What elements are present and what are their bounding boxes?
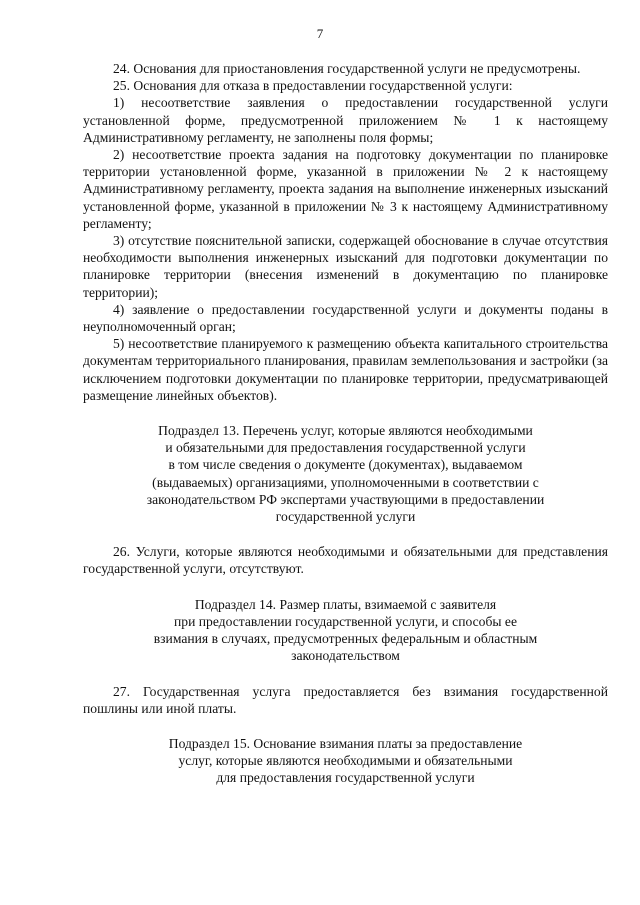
document-body (83, 60, 608, 787)
list-item-3: 3) отсутствие пояснительной записки, содержащей обоснование в случае отсутствия необходимости выполнения инженерных изысканий для подготовки документации по планировке территории (внесения изменений в документацию по планировке территории); (83, 233, 608, 300)
heading-line: Подраздел 13. Перечень услуг, которые являются необходимыми (158, 423, 533, 439)
heading-line: для предоставления государственной услуги (216, 770, 475, 786)
list-item-4: 4) заявление о предоставлении государственной услуги и документы поданы в неуполномоченный орган; (83, 301, 608, 335)
page-number: 7 (316, 26, 324, 41)
heading-line: государственной услуги (275, 509, 416, 525)
subsection-13-heading (83, 422, 608, 525)
spacer (83, 665, 608, 683)
spacer (83, 404, 608, 422)
paragraph-24: 24. Основания для приостановления государственной услуги не предусмотрены. (113, 61, 581, 76)
paragraph-27: 27. Государственная услуга предоставляется без взимания государственной пошлины или иной платы. (83, 683, 608, 716)
subsection-15-heading (83, 735, 608, 787)
heading-line: и обязательными для предоставления государственной услуги (165, 440, 526, 456)
list-item-5: 5) несоответствие планируемого к размещению объекта капитального строительства документам территориального планирования, правилам землепользования и застройки (за исключением подготовки документации по планировке территории, предусматривающей размещение линейных объектов). (83, 336, 608, 403)
paragraph-26: 26. Услуги, которые являются необходимыми и обязательными для представления государственной услуги, отсутствуют. (83, 544, 608, 577)
heading-line: законодательством РФ экспертами участвующими в предоставлении (146, 491, 545, 507)
heading-line: законодательством (291, 648, 400, 664)
heading-line: в том числе сведения о документе (документах), выдаваемом (168, 457, 523, 473)
heading-line: услуг, которые являются необходимыми и обязательными (178, 753, 513, 769)
list-item-2: 2) несоответствие проекта задания на подготовку документации по планировке территории установленной форме, указанной в приложении № 2 к настоящему Административному регламенту, проекта задания на выполнение инженерных изысканий установленной форме, указанной в приложении № 3 к настоящему Административному регламенту; (83, 147, 608, 231)
heading-line: Подраздел 15. Основание взимания платы за предоставление (168, 735, 523, 751)
subsection-14-heading (83, 596, 608, 665)
spacer (83, 578, 608, 596)
heading-line: при предоставлении государственной услуги, и способы ее (174, 613, 517, 629)
spacer (83, 717, 608, 735)
heading-line: Подраздел 14. Размер платы, взимаемой с заявителя (194, 596, 497, 612)
list-item-1: 1) несоответствие заявления о предоставлении государственной услуги установленной форме, предусмотренной приложением № 1 к настоящему Административному регламенту, не заполнены поля формы; (83, 95, 608, 145)
paragraph-25: 25. Основания для отказа в предоставлении государственной услуги: (113, 78, 513, 94)
heading-line: взимания в случаях, предусмотренных федеральным и областным (153, 631, 538, 647)
heading-line: (выдаваемых) организациями, уполномоченными в соответствии с (152, 474, 539, 490)
spacer (83, 525, 608, 543)
